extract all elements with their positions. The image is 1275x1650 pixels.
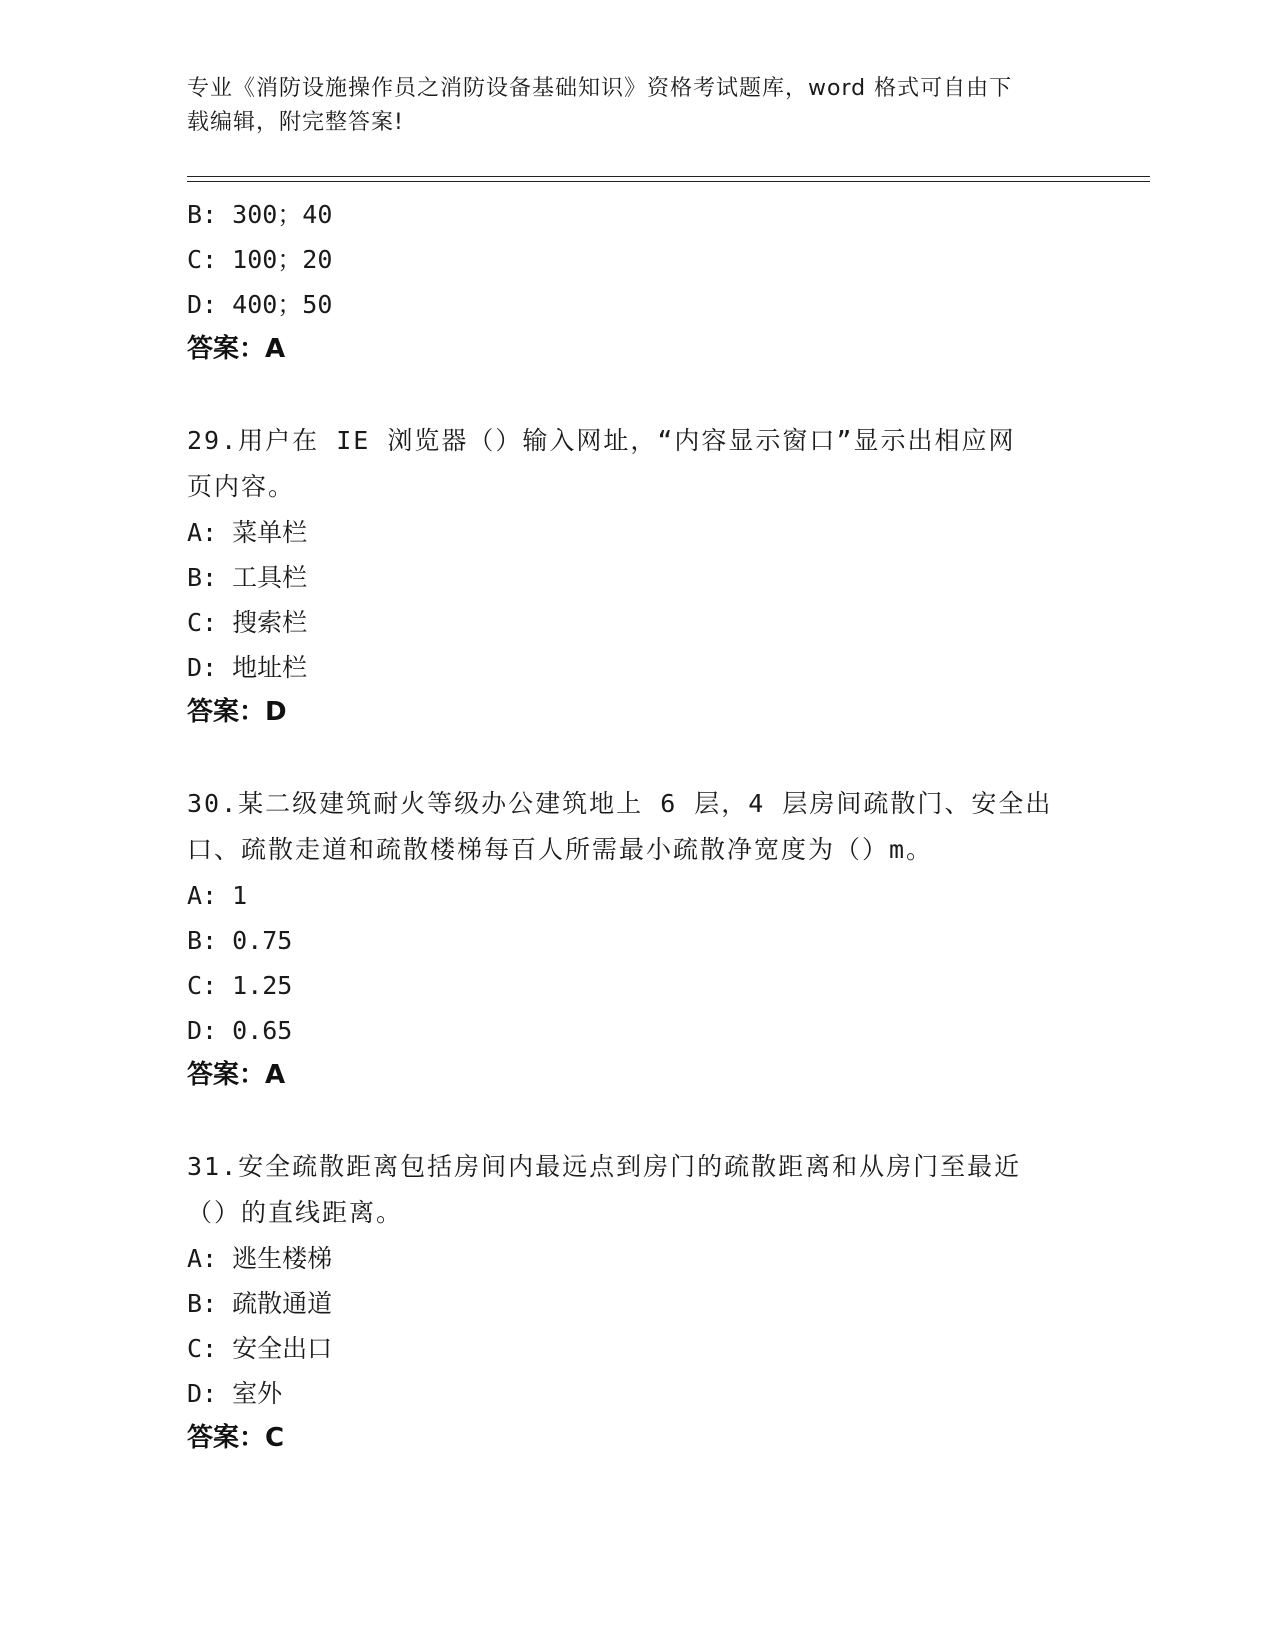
option-a: A: 1	[187, 881, 248, 910]
option-a: A: 逃生楼梯	[187, 1244, 333, 1273]
answer-line: 答案：D	[187, 697, 287, 727]
question-block-30	[187, 781, 1087, 1098]
answer-line: 答案：A	[187, 1060, 286, 1090]
question-line: 31.安全疏散距离包括房间内最远点到房门的疏散距离和从房门至最近	[187, 1152, 1022, 1181]
option-d: D: 0.65	[187, 1016, 293, 1045]
option-d: D: 400；50	[187, 290, 333, 319]
option-b: B: 工具栏	[187, 563, 308, 592]
spacer	[187, 372, 1087, 418]
question-line: 30.某二级建筑耐火等级办公建筑地上 6 层，4 层房间疏散门、安全出	[187, 789, 1053, 818]
question-text	[187, 418, 1087, 510]
header-line-1: 专业《消防设施操作员之消防设备基础知识》资格考试题库，word 格式可自由下	[187, 76, 1013, 101]
answer-line: 答案：C	[187, 1423, 285, 1453]
question-line: 口、疏散走道和疏散楼梯每百人所需最小疏散净宽度为（）m。	[187, 835, 934, 864]
option-d: D: 地址栏	[187, 653, 308, 682]
spacer	[187, 1098, 1087, 1144]
question-block-31	[187, 1144, 1087, 1461]
question-block-28	[187, 192, 1087, 372]
option-b: B: 300；40	[187, 200, 333, 229]
option-c: C: 安全出口	[187, 1334, 333, 1363]
option-c: C: 搜索栏	[187, 608, 308, 637]
option-a: A: 菜单栏	[187, 518, 308, 547]
question-line: 页内容。	[187, 472, 296, 501]
question-block-29	[187, 418, 1087, 735]
header-divider-bottom	[187, 181, 1150, 182]
header-line-2: 载编辑，附完整答案!	[187, 110, 404, 135]
option-c: C: 100；20	[187, 245, 333, 274]
option-b: B: 疏散通道	[187, 1289, 333, 1318]
option-d: D: 室外	[187, 1379, 283, 1408]
option-c: C: 1.25	[187, 971, 293, 1000]
spacer	[187, 735, 1087, 781]
header-divider-top	[187, 176, 1150, 177]
question-line: 29.用户在 IE 浏览器（）输入网址，“内容显示窗口”显示出相应网	[187, 426, 1016, 455]
question-list	[187, 192, 1087, 1461]
document-header	[187, 72, 1087, 140]
answer-line: 答案：A	[187, 334, 286, 364]
question-text	[187, 781, 1087, 873]
question-text	[187, 1144, 1087, 1236]
question-line: （）的直线距离。	[187, 1198, 404, 1227]
option-b: B: 0.75	[187, 926, 293, 955]
